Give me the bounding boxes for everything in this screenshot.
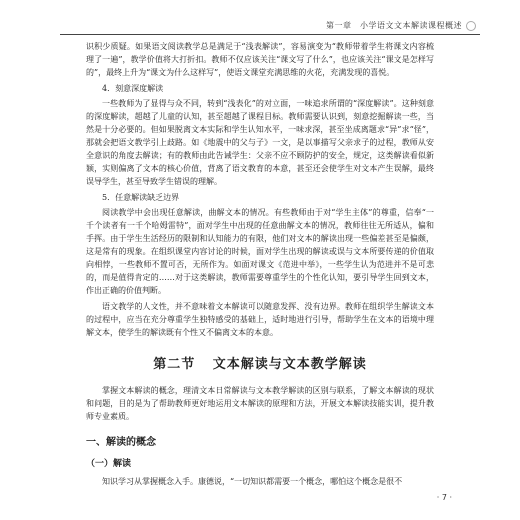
paragraph: 识积少质疑。如果语文阅读教学总是满足于“浅表解读”，容易演变为“教师带着学生将课文内容梳理了一遍”，教学价值将大打折扣。教师不仅应该关注“课文写了什么”，也应该关注“课文是怎样写的”，最终上升为“课文为什么这样写”，使语文课堂充满思维的火花，充满发现的喜悦。 <box>86 42 434 77</box>
section-name: 文本解读与文本教学解读 <box>212 357 367 372</box>
heading-level-1: 一、解读的概念 <box>86 437 156 448</box>
header-rule <box>60 34 480 35</box>
subheading: 5．任意解读缺乏边界 <box>102 193 180 202</box>
paragraph: 知识学习从掌握概念入手。康德说，“一切知识都需要一个概念，哪怕这个概念是很不 <box>102 477 403 486</box>
paragraph: 一些教师为了显得与众不同，转到“浅表化”的对立面，一味追求所谓的“深度解读”。这种刻意的深度解读，超越了儿童的认知，甚至超越了课程目标。教师需要认识到，刻意挖掘解读一些，当然是十分必要的。但如果脱离文本实际和学生认知水平，一味求深，甚至坐成离题求“异”求“怪”，那就会把语文教学引上歧路。如《地震中的父与子》一文，是以事描写父亲求子的过程，教师从安全意识的角度去解读；有的教师由此告诫学生：父亲不应不顾防护的安全，规定，这类解读看似新颖，实则偏离了文本的核心价值，背离了语文教育的本意，甚至还会使学生对文本产生误解，最终误导学生，甚至导致学生错误的理解。 <box>86 99 434 186</box>
page-body <box>86 40 434 491</box>
section-label: 第二节 <box>153 357 196 372</box>
heading-level-2: （一）解读 <box>86 459 132 469</box>
section-title <box>86 353 434 372</box>
paragraph: 语文教学的人文性，并不意味着文本解读可以随意发挥、没有边界。教师在组织学生解读文本的过程中，应当在充分尊重学生独特感受的基础上，适时地进行引导，帮助学生在文本的语境中理解文本，使学生的解读既有个性又不偏离文本的本意。 <box>86 302 434 337</box>
subheading: 4．刻意深度解读 <box>102 84 164 93</box>
paragraph: 阅读教学中会出现任意解读，曲解文本的情况。有些教师由于对“学生主体”的尊重，信奉“一千个读者有一千个哈姆雷特”，面对学生中出现的任意曲解文本的情况，教师往往无所适从，偏和手挥。由于学生生活经历的限制和认知能力的有限，他们对文本的解读出现一些偏差甚至是偏颇，这是常有的现象。在组织课堂内容讨论的时候，面对学生出现的解读或误与文本所要传递的价值取向相悖，一些教师不置可否，无所作为。如面对课文《范进中举》，一些学生认为范进并不是可悲的，而是值得肯定的……对于这类解读，教师需要尊重学生的个性化认知，要引导学生回到文本，作出正确的价值判断。 <box>86 208 434 295</box>
running-header <box>60 20 480 34</box>
ornament-icon <box>466 21 476 31</box>
intro-paragraph: 掌握文本解读的概念，理清文本日常解读与文本教学解读的区别与联系，了解文本解读的现状和问题，目的是为了帮助教师更好地运用文本解读的原理和方法，开展文本解读技能实训，提升教师专业素质。 <box>86 386 434 421</box>
chapter-header: 第一章 小学语文文本解读课程概述 <box>326 21 462 30</box>
page-number: · 7 · <box>436 493 452 502</box>
